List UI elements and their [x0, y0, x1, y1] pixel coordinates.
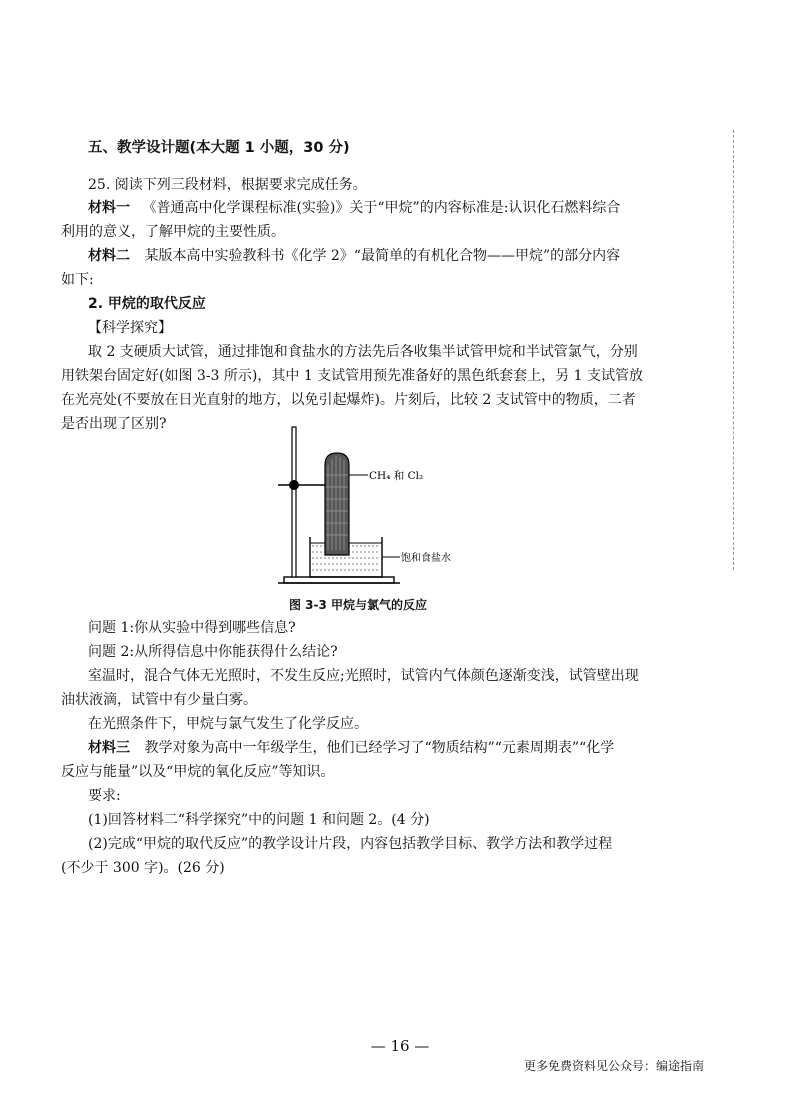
answer-line-3: 在光照条件下，甲烷与氯气发生了化学反应。	[88, 716, 368, 732]
requirement-2-line-1: (2)完成“甲烷的取代反应”的教学设计片段，内容包括教学目标、教学方法和教学过程	[88, 836, 613, 852]
science-explore-heading: 【科学探究】	[88, 320, 172, 336]
material-2-label: 材料二	[88, 248, 130, 264]
footer-note: 更多免费资料见公众号：编途指南	[524, 1059, 705, 1073]
figure-caption: 图 3-3 甲烷与氯气的反应	[289, 598, 428, 612]
label-gas: CH₄ 和 Cl₂	[369, 470, 424, 482]
requirements-title: 要求:	[88, 788, 121, 804]
material-2-line-1	[88, 246, 620, 266]
question-intro: 25. 阅读下列三段材料，根据要求完成任务。	[88, 177, 367, 193]
question-2: 问题 2:从所得信息中你能获得什么结论?	[88, 644, 338, 660]
material-3-label: 材料三	[88, 740, 130, 756]
explore-para-line-2: 用铁架台固定好(如图 3-3 所示)，其中 1 支试管用预先准备好的黑色纸套套上，另 1 支试管放	[61, 368, 643, 384]
explore-para-line-1: 取 2 支硬质大试管，通过排饱和食盐水的方法先后各收集半试管甲烷和半试管氯气，分别	[88, 344, 638, 360]
material-3-line-2: 反应与能量”以及“甲烷的氧化反应”等知识。	[61, 764, 335, 780]
page-number: — 16 —	[370, 1037, 430, 1055]
answer-line-1: 室温时，混合气体无光照时，不发生反应;光照时，试管内气体颜色逐渐变浅，试管壁出现	[88, 668, 639, 684]
stand-rod	[292, 427, 296, 577]
explore-para-line-4: 是否出现了区别?	[61, 416, 167, 432]
test-tube	[325, 453, 349, 555]
label-water: 饱和食盐水	[401, 553, 451, 564]
requirement-1: (1)回答材料二“科学探究”中的问题 1 和问题 2。(4 分)	[88, 812, 430, 828]
material-3-text: 教学对象为高中一年级学生，他们已经学习了“物质结构”“元素周期表”“化学	[144, 740, 615, 756]
material-1-line-1	[88, 198, 620, 218]
margin-dashed-rule	[733, 130, 734, 570]
explore-para-line-3: 在光亮处(不要放在日光直射的地方，以免引起爆炸)。片刻后，比较 2 支试管中的物质，二者	[61, 392, 636, 408]
material-1-text: 《普通高中化学课程标准(实验)》关于“甲烷”的内容标准是:认识化石燃料综合	[142, 200, 621, 216]
stand-base	[284, 577, 394, 583]
material-3-line-1	[88, 738, 614, 758]
material-1-label: 材料一	[88, 200, 130, 216]
material-2-subheading: 2. 甲烷的取代反应	[88, 296, 206, 312]
section-title: 五、教学设计题(本大题 1 小题，30 分)	[88, 140, 350, 156]
question-1: 问题 1:你从实验中得到哪些信息?	[88, 620, 296, 636]
material-2-text: 某版本高中实验教科书《化学 2》“最简单的有机化合物——甲烷”的部分内容	[144, 248, 621, 264]
figure-3-3-apparatus	[270, 425, 510, 593]
requirement-2-line-2: (不少于 300 字)。(26 分)	[61, 860, 225, 876]
material-2-line-2: 如下:	[61, 272, 94, 288]
answer-line-2: 油状液滴，试管中有少量白雾。	[61, 692, 257, 708]
material-1-line-2: 利用的意义，了解甲烷的主要性质。	[61, 224, 285, 240]
